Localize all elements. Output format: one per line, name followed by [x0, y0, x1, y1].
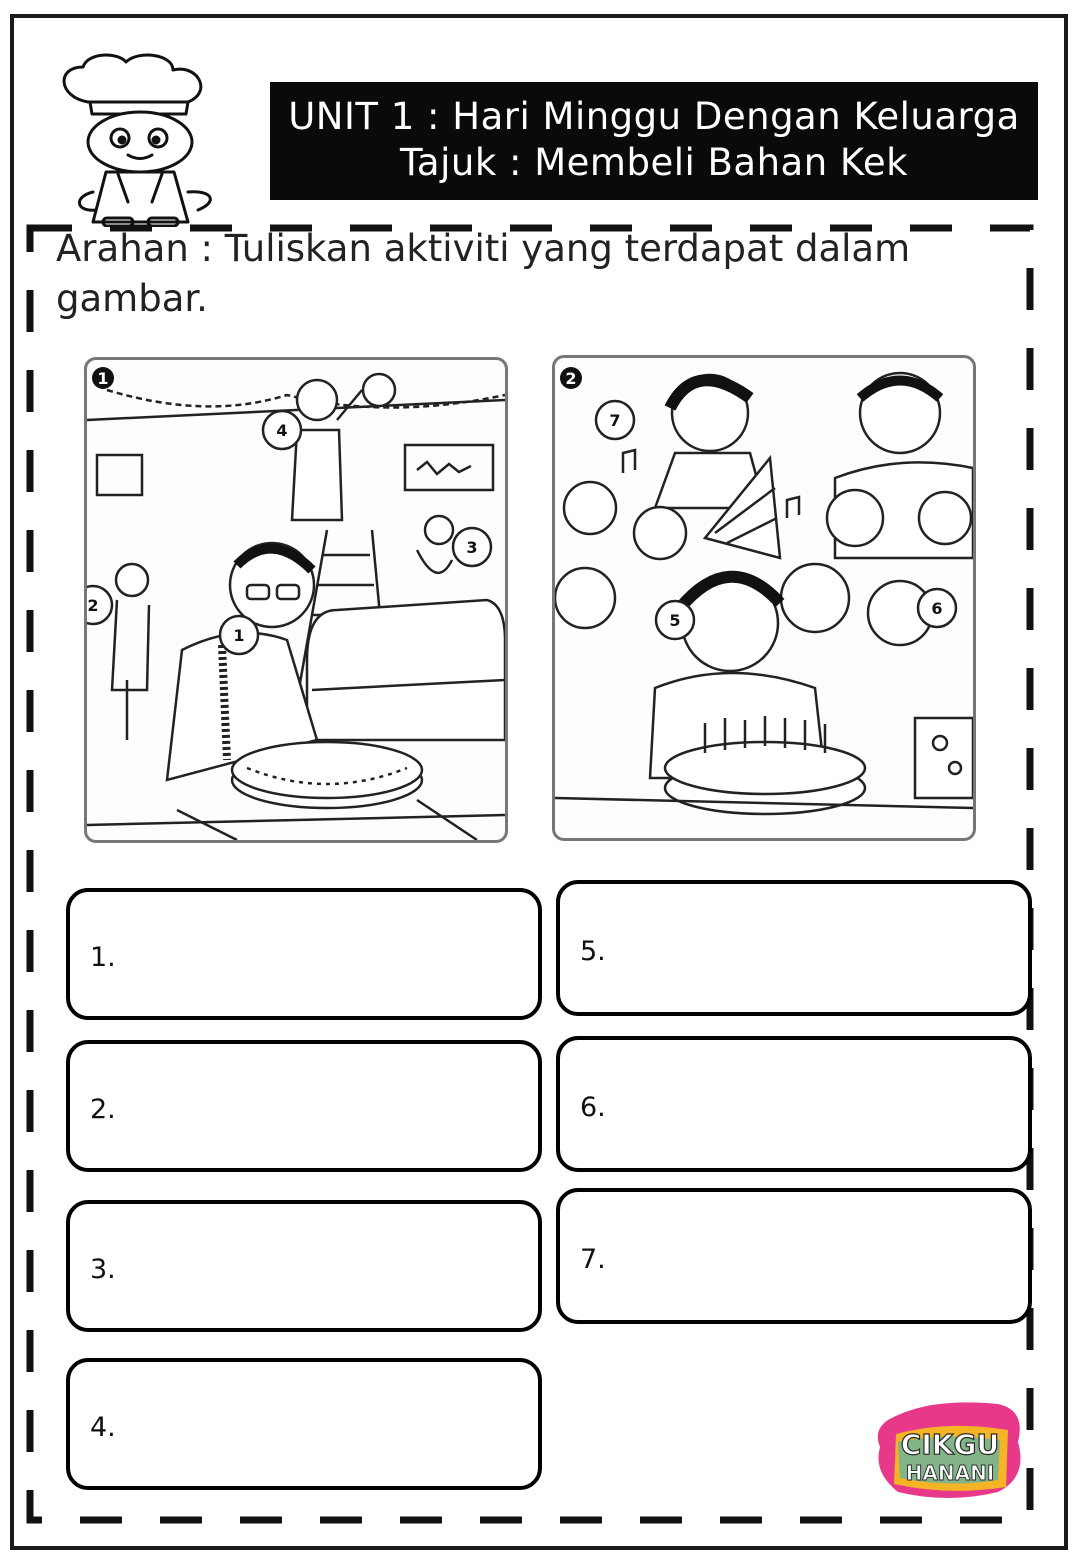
chef-mascot-icon — [48, 52, 253, 227]
answer-box-2[interactable] — [66, 1040, 542, 1172]
unit-title: UNIT 1 : Hari Minggu Dengan Keluarga — [288, 95, 1020, 138]
marker-3: 3 — [466, 538, 478, 557]
marker-6: 6 — [931, 599, 943, 618]
answer-box-6[interactable] — [556, 1036, 1032, 1172]
cikgu-hanani-logo — [868, 1392, 1028, 1508]
picture-1-party-preparation — [84, 357, 508, 843]
instruction-text: Arahan : Tuliskan aktiviti yang terdapat dalam gambar. — [56, 227, 911, 320]
answer-label-7: 7. — [580, 1244, 606, 1275]
picture-2-birthday-party — [552, 355, 976, 841]
answer-label-3: 3. — [90, 1254, 116, 1285]
picture-2-badge: 2 — [565, 369, 577, 388]
answer-box-7[interactable] — [556, 1188, 1032, 1324]
logo-line-1: CIKGU — [900, 1428, 1000, 1461]
answer-box-5[interactable] — [556, 880, 1032, 1016]
marker-1: 1 — [233, 626, 245, 645]
answer-box-1[interactable] — [66, 888, 542, 1020]
marker-4: 4 — [276, 421, 288, 440]
marker-7: 7 — [609, 411, 621, 430]
title-banner — [270, 82, 1038, 200]
answer-label-4: 4. — [90, 1412, 116, 1443]
topic-title: Tajuk : Membeli Bahan Kek — [399, 141, 909, 184]
answer-label-2: 2. — [90, 1094, 116, 1125]
answer-label-1: 1. — [90, 942, 116, 973]
marker-2: 2 — [87, 596, 99, 615]
answer-box-4[interactable] — [66, 1358, 542, 1490]
answer-label-5: 5. — [580, 936, 606, 967]
answer-label-6: 6. — [580, 1092, 606, 1123]
marker-5: 5 — [669, 611, 681, 630]
answer-box-3[interactable] — [66, 1200, 542, 1332]
logo-line-2: HANANI — [905, 1461, 995, 1485]
picture-1-badge: 1 — [97, 369, 109, 388]
